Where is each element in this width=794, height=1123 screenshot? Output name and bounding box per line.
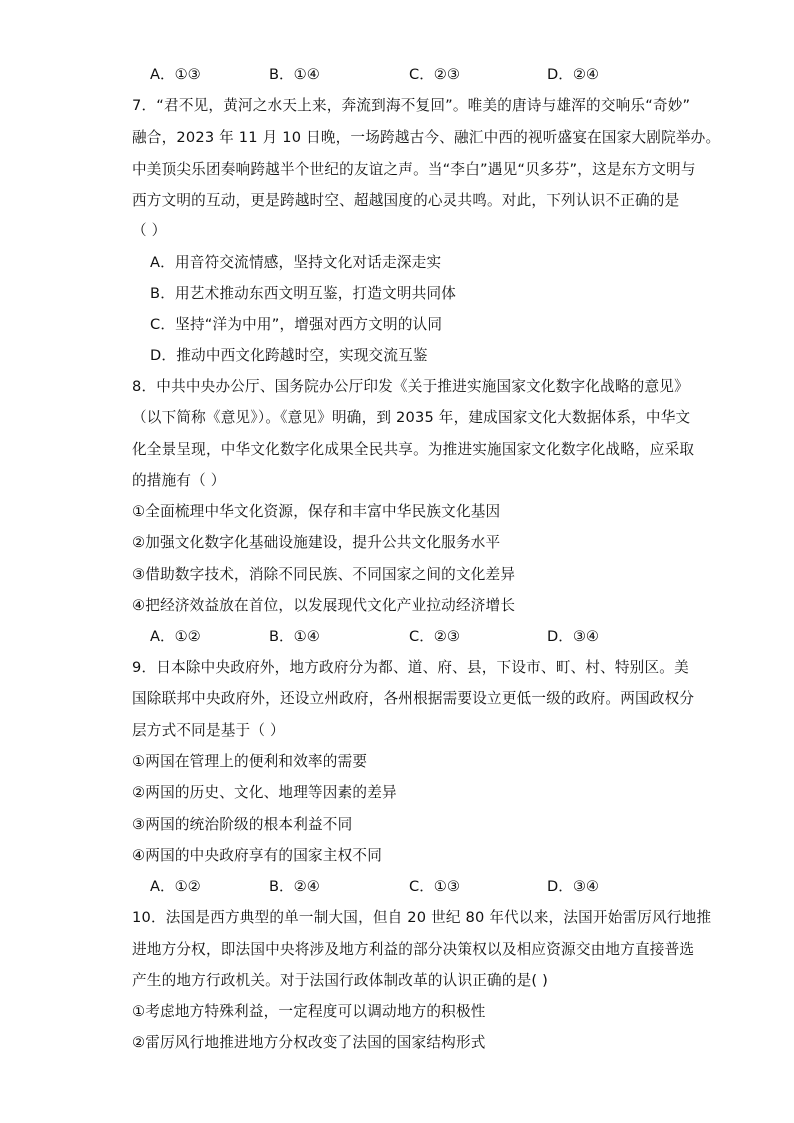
q10-item-1: ①考虑地方特殊利益，一定程度可以调动地方的积极性 [132, 1003, 486, 1020]
q7-choice-d: D．推动中西文化跨越时空，实现交流互鉴 [150, 347, 428, 364]
q8-item-3: ③借助数字技术，消除不同民族、不同国家之间的文化差异 [132, 566, 516, 583]
q7-stem-line-2: 融合，2023 年 11 月 10 日晚，一场跨越古今、融汇中西的视听盛宴在国家大剧院举办。 [132, 129, 721, 146]
q8-item-2: ②加强文化数字化基础设施建设，提升公共文化服务水平 [132, 534, 501, 551]
q8-option-b: B．①④ [269, 628, 320, 645]
q9-item-2: ②两国的历史、文化、地理等因素的差异 [132, 784, 397, 801]
q10-stem-line-1: 10．法国是西方典型的单一制大国，但自 20 世纪 80 年代以来，法国开始雷厉风行地推 [132, 909, 712, 926]
q7-stem-line-1: 7．“君不见，黄河之水天上来，奔流到海不复回”。唯美的唐诗与雄浑的交响乐“奇妙” [132, 97, 691, 114]
q8-stem-line-1: 8．中共中央办公厅、国务院办公厅印发《关于推进实施国家文化数字化战略的意见》 [132, 378, 689, 395]
q9-stem-line-2: 国除联邦中央政府外，还设立州政府，各州根据需要设立更低一级的政府。两国政权分 [132, 690, 695, 707]
q7-stem-line-3: 中美顶尖乐团奏响跨越半个世纪的友谊之声。当“李白”遇见“贝多芬”，这是东方文明与 [132, 161, 696, 178]
q7-answer-blank: （ ） [132, 222, 167, 239]
q8-stem-line-2: （以下简称《意见》）。《意见》明确，到 2035 年，建成国家文化大数据体系，中华文 [132, 409, 691, 426]
q7-stem-line-4: 西方文明的互动，更是跨越时空、超越国度的心灵共鸣。对此，下列认识不正确的是 [132, 192, 680, 209]
q9-item-1: ①两国在管理上的便利和效率的需要 [132, 753, 368, 770]
q8-option-d: D．③④ [547, 628, 599, 645]
q10-item-2: ②雷厉风行地推进地方分权改变了法国的国家结构形式 [132, 1034, 486, 1051]
q6-option-a: A．①③ [150, 66, 201, 83]
q8-stem-line-3: 化全景呈现，中华文化数字化成果全民共享。为推进实施国家文化数字化战略，应采取 [132, 441, 695, 458]
q9-option-d: D．③④ [547, 878, 599, 895]
q7-choice-b: B．用艺术推动东西文明互鉴，打造文明共同体 [150, 285, 457, 302]
q8-option-c: C．②③ [409, 628, 460, 645]
q9-options [150, 877, 620, 897]
q8-stem-line-4: 的措施有（ ） [132, 472, 226, 489]
q9-option-c: C．①③ [409, 878, 460, 895]
q8-item-1: ①全面梳理中华文化资源，保存和丰富中华民族文化基因 [132, 503, 501, 520]
q9-stem-line-1: 9．日本除中央政府外，地方政府分为都、道、府、县，下设市、町、村、特别区。美 [132, 659, 689, 676]
q9-item-4: ④两国的中央政府享有的国家主权不同 [132, 847, 382, 864]
q8-options [150, 627, 620, 647]
q9-stem-line-3: 层方式不同是基于（ ） [132, 722, 285, 739]
q9-option-b: B．②④ [269, 878, 320, 895]
q9-item-3: ③两国的统治阶级的根本利益不同 [132, 816, 353, 833]
q6-option-c: C．②③ [409, 66, 460, 83]
q9-option-a: A．①② [150, 878, 201, 895]
q10-stem-line-3: 产生的地方行政机关。对于法国行政体制改革的认识正确的是( ) [132, 972, 549, 989]
q6-option-b: B．①④ [269, 66, 320, 83]
q6-option-d: D．②④ [547, 66, 599, 83]
q7-choice-c: C．坚持“洋为中用”，增强对西方文明的认同 [150, 316, 443, 333]
q7-choice-a: A．用音符交流情感，坚持文化对话走深走实 [150, 254, 442, 271]
q10-stem-line-2: 进地方分权，即法国中央将涉及地方利益的部分决策权以及相应资源交由地方直接普选 [132, 941, 695, 958]
q8-item-4: ④把经济效益放在首位，以发展现代文化产业拉动经济增长 [132, 597, 516, 614]
q8-option-a: A．①② [150, 628, 201, 645]
q6-options [150, 65, 620, 85]
